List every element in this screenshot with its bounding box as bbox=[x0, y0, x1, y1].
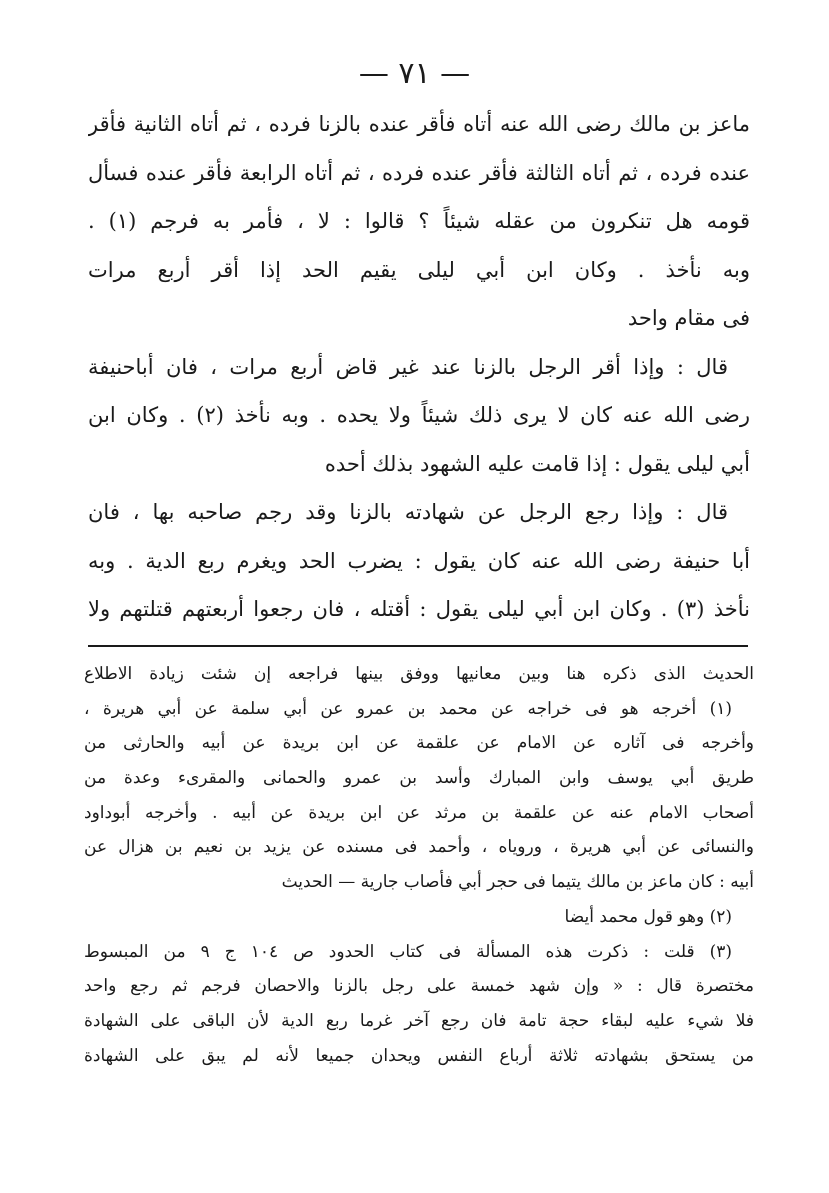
footnote-line: (١) أخرجه هو فى خراجه عن محمد بن عمرو عن أبي سلمة عن أبي هريرة ، bbox=[84, 698, 732, 719]
main-text-line: ماعز بن مالك رضى الله عنه أتاه فأقر عنده بالزنا فرده ، ثم أتاه الثانية فأقر bbox=[88, 112, 750, 136]
footnotes bbox=[84, 657, 754, 1073]
footnote-line: أبيه : كان ماعز بن مالك يتيما فى حجر أبي فأصاب جارية — الحديث bbox=[281, 872, 754, 893]
main-text-body bbox=[88, 100, 750, 634]
footnote-line: فلا شيء عليه لبقاء حجة تامة فان رجع آخر غرما ربع الدية لأن الباقى على الشهادة bbox=[84, 1010, 754, 1031]
footnote-line: (٢) وهو قول محمد أيضا bbox=[564, 906, 732, 927]
main-text-line: أبا حنيفة رضى الله عنه كان يقول : يضرب الحد ويغرم ربع الدية . وبه bbox=[88, 548, 750, 573]
footnote-line: مختصرة قال : « وإن شهد خمسة على رجل بالزنا والاحصان فرجم ثم رجع واحد bbox=[84, 976, 754, 997]
main-text-line: نأخذ (٣) . وكان ابن أبي ليلى يقول : أقتله ، فان رجعوا أربعتهم قتلتهم ولا bbox=[88, 597, 750, 621]
main-text-line: قال : وإذا رجع الرجل عن شهادته بالزنا وقد رجم صاحبه بها ، فان bbox=[88, 500, 728, 524]
footnote-line: وأخرجه فى آثاره عن الامام عن علقمة عن ابن بريدة عن أبيه والحارثى من bbox=[84, 733, 754, 754]
main-text-line: عنده فرده ، ثم أتاه الثالثة فأقر عنده فرده ، ثم أتاه الرابعة فأقر عنده فسأل bbox=[88, 160, 750, 185]
page-number: — ٧١ — bbox=[358, 56, 471, 91]
main-text-line: قال : وإذا أقر الرجل بالزنا عند غير قاض أربع مرات ، فان أباحنيفة bbox=[88, 354, 728, 379]
footnote-line: من يستحق بشهادته ثلاثة أرباع النفس ويحدان جميعا لأنه لم يبق على الشهادة bbox=[84, 1045, 754, 1066]
footnote-divider bbox=[88, 645, 748, 647]
footnote-line: الحديث الذى ذكره هنا وبين معانيها ووفق بينها فراجعه إن شئت زيادة الاطلاع bbox=[84, 664, 754, 684]
main-text-line: وبه نأخذ . وكان ابن أبي ليلى يقيم الحد إذا أقر أربع مرات bbox=[88, 257, 750, 282]
main-text-line: قومه هل تنكرون من عقله شيئاً ؟ قالوا : لا ، فأمر به فرجم (١) . bbox=[88, 209, 750, 233]
footnote-line: والنسائى عن أبي هريرة ، وروياه ، وأحمد فى مسنده عن يزيد بن نعيم بن هزال عن bbox=[84, 837, 754, 858]
main-text-line: أبي ليلى يقول : إذا قامت عليه الشهود بذلك أحده bbox=[324, 451, 750, 476]
footnote-line: أصحاب الامام عنه عن علقمة بن مرثد عن ابن بريدة عن أبيه . وأخرجه أبوداود bbox=[84, 802, 754, 823]
main-text-line: رضى الله عنه كان لا يرى ذلك شيئاً ولا يحده . وبه نأخذ (٢) . وكان ابن bbox=[88, 403, 750, 427]
footnote-line: طريق أبي يوسف وابن المبارك وأسد بن عمرو والحمانى والمقرىء وعدة من bbox=[84, 768, 754, 789]
main-text-line: فى مقام واحد bbox=[627, 306, 750, 330]
footnote-line: (٣) قلت : ذكرت هذه المسألة فى كتاب الحدود ص ١٠٤ ج ٩ من المبسوط bbox=[84, 941, 732, 962]
